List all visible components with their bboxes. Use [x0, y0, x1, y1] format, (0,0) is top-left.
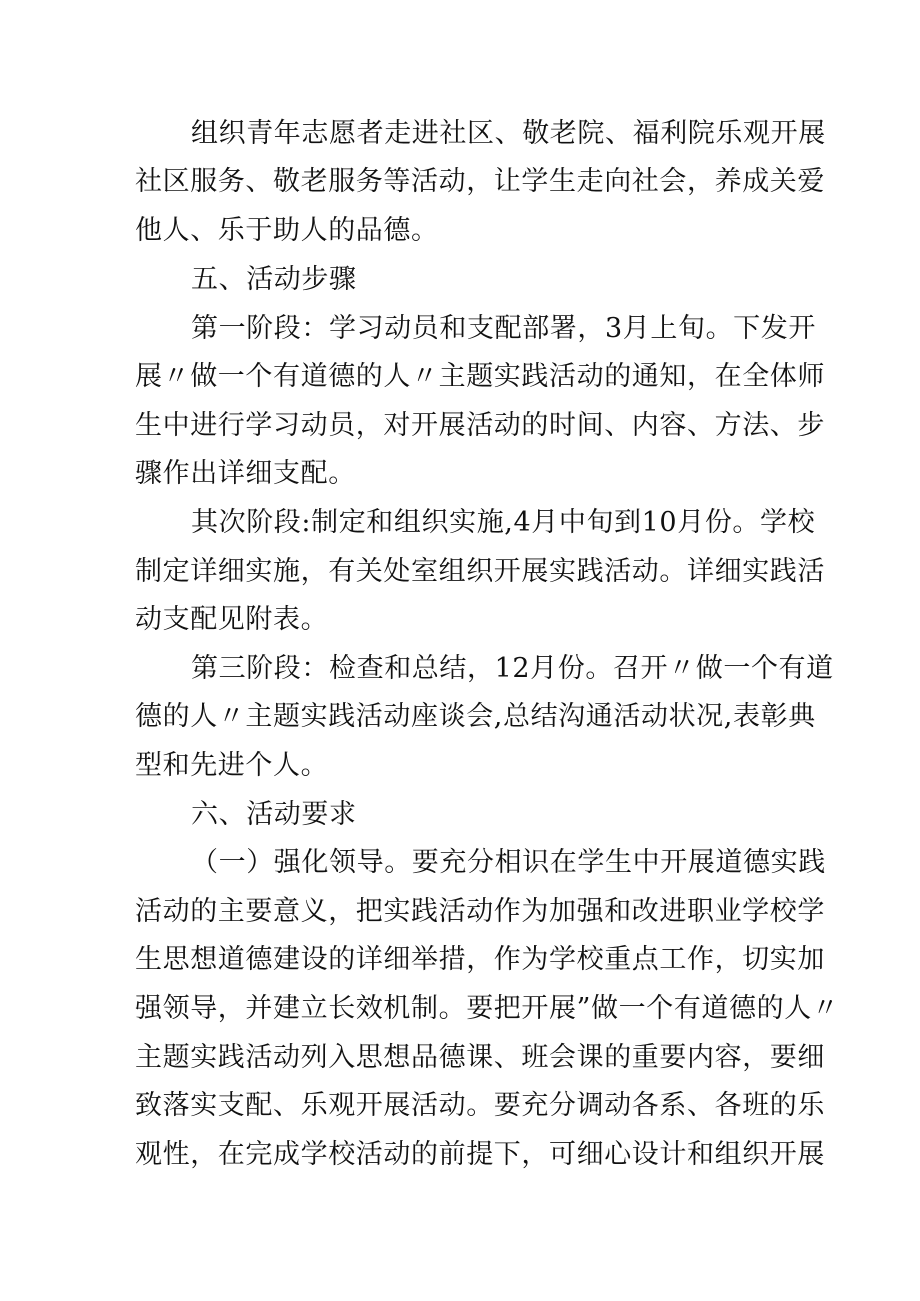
- paragraph-line: （一）强化领导。要充分相识在学生中开展道德实践: [191, 847, 826, 878]
- paragraph-line: 骤作出详细支配。: [135, 458, 356, 489]
- paragraph-line: 主题实践活动列入思想品德课、班会课的重要内容，要细: [135, 1042, 825, 1073]
- paragraph-line: 强领导，并建立长效机制。要把开展”做一个有道德的人〃: [135, 993, 840, 1024]
- paragraph-line: 型和先进个人。: [135, 750, 329, 781]
- paragraph-line: 观性，在完成学校活动的前提下，可细心设计和组织开展: [135, 1139, 825, 1170]
- paragraph-line: 其次阶段:制定和组织实施,4月中旬到10月份。学校: [191, 507, 816, 538]
- paragraph-line: 生中进行学习动员，对开展活动的时间、内容、方法、步: [135, 410, 825, 441]
- paragraph-line: 他人、乐于助人的品德。: [135, 215, 439, 246]
- paragraph-line: 活动的主要意义，把实践活动作为加强和改进职业学校学: [135, 896, 825, 927]
- paragraph-line: 致落实支配、乐观开展活动。要充分调动各系、各班的乐: [135, 1090, 825, 1121]
- paragraph-line: 制定详细实施，有关处室组织开展实践活动。详细实践活: [135, 556, 825, 587]
- paragraph-line: 社区服务、敬老服务等活动，让学生走向社会，养成关爱: [135, 166, 825, 197]
- paragraph-line: 展〃做一个有道德的人〃主题实践活动的通知，在全体师: [135, 361, 825, 392]
- paragraph-line: 第一阶段：学习动员和支配部署，3月上旬。下发开: [191, 313, 816, 344]
- paragraph-line: 德的人〃主题实践活动座谈会,总结沟通活动状况,表彰典: [135, 701, 816, 732]
- paragraph-line: 组织青年志愿者走进社区、敬老院、福利院乐观开展: [191, 118, 826, 149]
- paragraph-line: 动支配见附表。: [135, 604, 329, 635]
- paragraph-line: 第三阶段：检查和总结，12月份。召开〃做一个有道: [191, 653, 834, 684]
- section-heading: 六、活动要求: [191, 799, 357, 830]
- paragraph-line: 生思想道德建设的详细举措，作为学校重点工作，切实加: [135, 944, 825, 975]
- section-heading: 五、活动步骤: [191, 264, 357, 295]
